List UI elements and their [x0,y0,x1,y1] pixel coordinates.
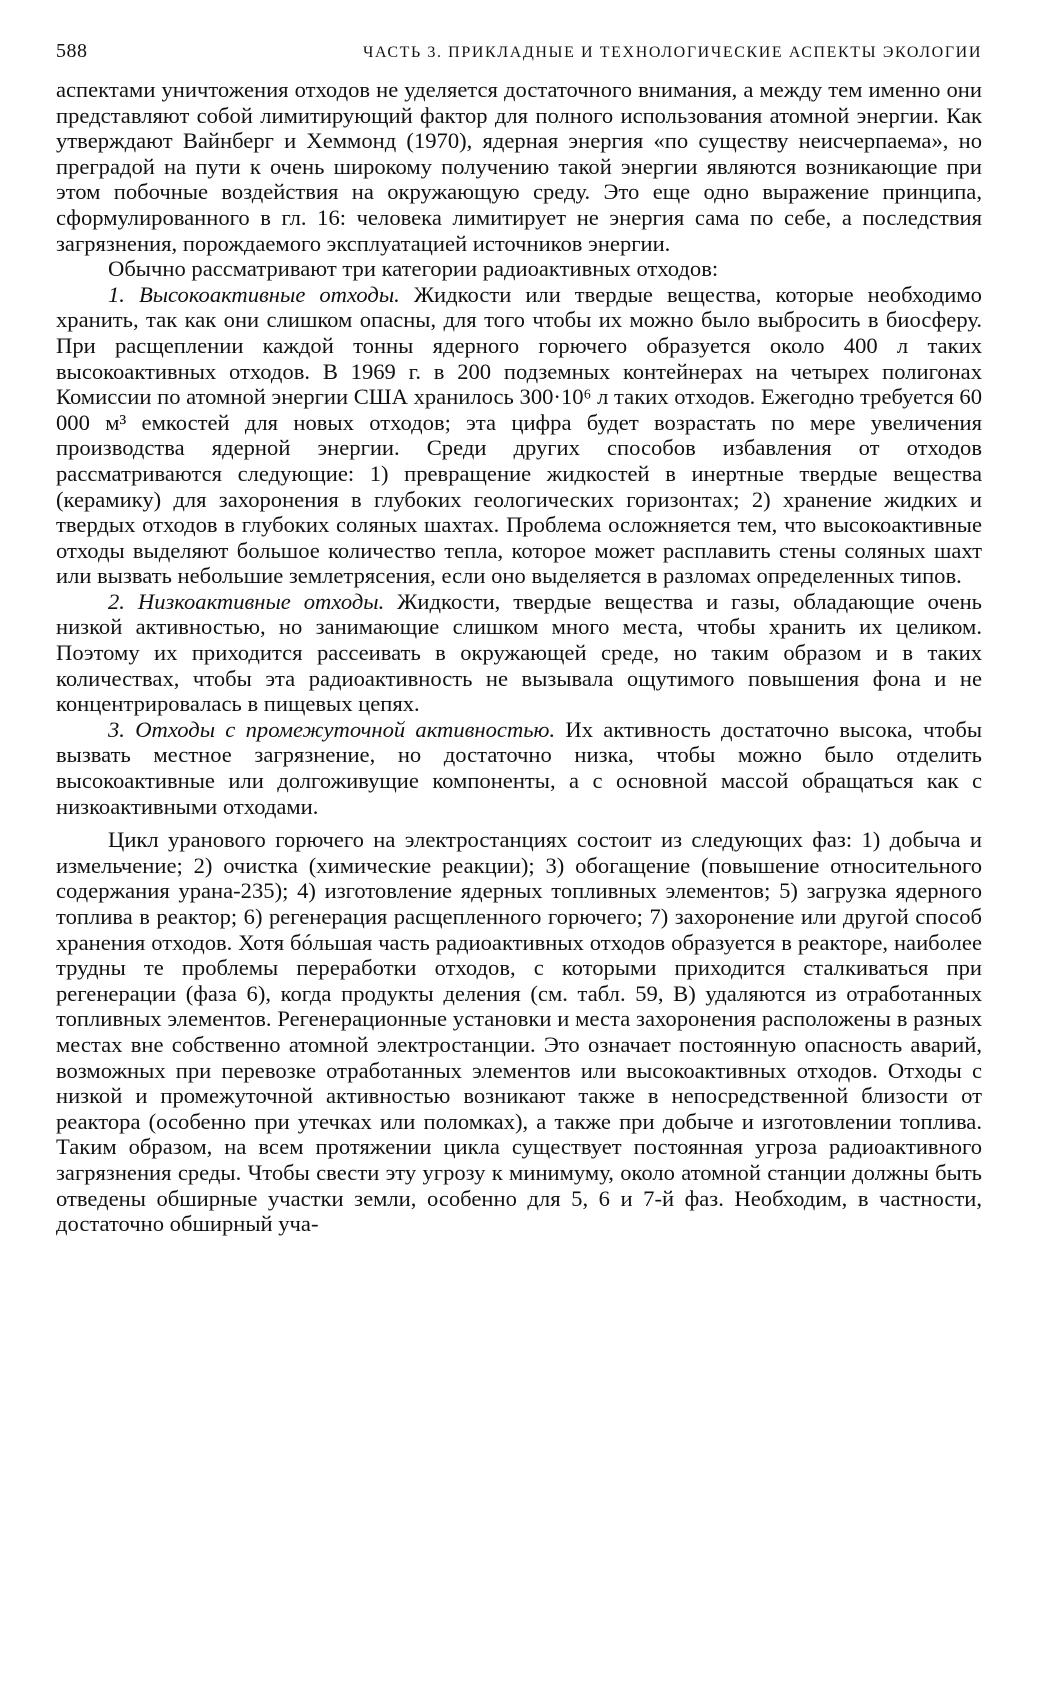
paragraph-intermediate-level-waste [56,717,982,819]
paragraph-low-level-waste [56,589,982,717]
paragraph-high-level-waste [56,282,982,589]
paragraph-text: Цикл уранового горючего на электростанциях состоит из следующих фаз: 1) добыча и измельчение; 2) очистка (химические реакции); 3) обогащение (повышение относительного содержания урана-235); 4) изготовление ядерных топливных элементов; 5) загрузка ядерного топлива в реактор; 6) регенерация расщепленного горючего; 7) захоронение или другой способ хранения отходов. Хотя бóльшая часть радиоактивных отходов образуется в реакторе, наиболее трудны те проблемы переработки отходов, с которыми приходится сталкиваться при регенерации (фаза 6), когда продукты деления (см. табл. 59, В) удаляются из отработанных топливных элементов. Регенерационные установки и места захоронения расположены в разных местах вне собственно атомной электростанции. Это означает постоянную опасность аварий, возможных при перевозке отработанных элементов или высокоактивных отходов. Отходы с низкой и промежуточной активностью возникают также в непосредственной близости от реактора (особенно при утечках или поломках), а также при добыче и изготовлении топлива. Таким образом, на всем протяжении цикла существует постоянная угроза радиоактивного загрязнения среды. Чтобы свести эту угрозу к минимуму, около атомной станции должны быть отведены обширные участки земли, особенно для 5, 6 и 7-й фаз. Необходим, в частности, достаточно обширный уча- [56,827,982,1237]
book-page [56,40,982,1237]
paragraph-text: аспектами уничтожения отходов не уделяется достаточного внимания, а между тем именно они представляют собой лимитирующий фактор для полного использования атомной энергии. Как утверждают Вайнберг и Хеммонд (1970), ядерная энергия «по существу неисчерпаема», но преградой на пути к очень широкому получению такой энергии являются возникающие при этом побочные воздействия на окружающую среду. Это еще одно выражение принципа, сформулированного в гл. 16: человека лимитирует не энергия сама по себе, а последствия загрязнения, порождаемого эксплуатацией источников энергии. [56,77,982,256]
paragraph-text: Их активность достаточно высока, чтобы вызвать местное загрязнение, но достаточно низка, чтобы можно было отделить высокоактивные или долгоживущие компоненты, а с основной массой обращаться как с низкоактивными отходами. [56,716,982,819]
paragraph-text: Жидкости или твердые вещества, которые необходимо хранить, так как они слишком опасны, для того чтобы их можно было выбросить в биосферу. При расщеплении каждой тонны ядерного горючего образуется около 400 л таких высокоактивных отходов. В 1969 г. в 200 подземных контейнерах на четырех полигонах Комиссии по атомной энергии США хранилось 300·10⁶ л таких отходов. Ежегодно требуется 60 000 м³ емкостей для новых отходов; эта цифра будет возрастать по мере увеличения производства ядерной энергии. Среди других способов избавления от отходов рассматриваются следующие: 1) превращение жидкостей в инертные твердые вещества (керамику) для захоронения в глубоких геологических горизонтах; 2) хранение жидких и твердых отходов в глубоких соляных шахтах. Проблема осложняется тем, что высокоактивные отходы выделяют большое количество тепла, которое может расплавить стены соляных шахт или вызвать небольшие землетрясения, если оно выделяется в разломах определенных типов. [56,281,982,589]
body-text [56,77,982,1237]
category-heading: 3. Отходы с промежуточной активностью. [108,716,556,742]
paragraph-fuel-cycle [56,827,982,1237]
category-heading: 1. Высокоактивные отходы. [108,281,400,307]
category-heading: 2. Низкоактивные отходы. [108,588,385,614]
paragraph-continued-intro [56,77,982,256]
running-head [56,40,982,63]
paragraph-text: Обычно рассматривают три категории радиоактивных отходов: [108,256,719,282]
paragraph-categories-intro [56,256,982,282]
section-title: ЧАСТЬ 3. ПРИКЛАДНЫЕ И ТЕХНОЛОГИЧЕСКИЕ АСПЕКТЫ ЭКОЛОГИИ [362,44,982,61]
paragraph-text: Жидкости, твердые вещества и газы, обладающие очень низкой активностью, но занимающие слишком много места, чтобы хранить их целиком. Поэтому их приходится рассеивать в окружающей среде, но таким образом и в таких количествах, чтобы эта радиоактивность не вызывала ощутимого повышения фона и не концентрировалась в пищевых цепях. [56,588,982,717]
page-number: 588 [56,40,88,62]
